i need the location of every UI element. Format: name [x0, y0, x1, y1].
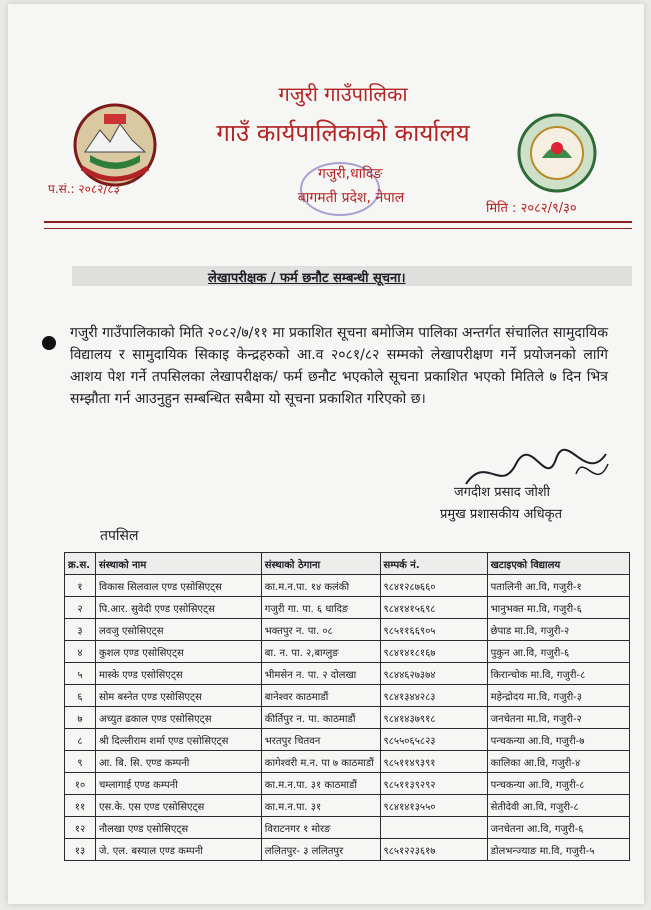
- cell-assigned-school: कालिका आ.वि, गजुरी-४: [487, 751, 629, 773]
- cell-serial: ७: [65, 707, 96, 729]
- cell-org-address: बा. न. पा. २,बाग्लुङ: [261, 641, 380, 663]
- cell-contact: [380, 817, 487, 839]
- table-row: [65, 663, 630, 685]
- header-serial: क्र.स.: [65, 553, 96, 575]
- cell-serial: ११: [65, 795, 96, 817]
- cell-assigned-school: पतालिनी आ.वि, गजुरी-१: [487, 575, 629, 597]
- office-place: गजुरी,धादिङ: [318, 166, 383, 182]
- cell-contact: ९८४१४१५६९८: [380, 597, 487, 619]
- table-caption: तपसिल: [100, 528, 139, 544]
- header-rule: [44, 221, 632, 223]
- signatory-title: प्रमुख प्रशासकीय अधिकृत: [440, 507, 563, 522]
- cell-contact: ९८५११४९३९१: [380, 751, 487, 773]
- cell-serial: ३: [65, 619, 96, 641]
- cell-org-name: अच्युत ढकाल एण्ड एसोसिएट्स: [95, 707, 261, 729]
- header-assigned-school: खटाइएको विद्यालय: [487, 553, 629, 575]
- nepal-emblem-icon: [70, 100, 160, 190]
- cell-contact: ९८५५०६५८२३: [380, 729, 487, 751]
- table-row: [65, 619, 630, 641]
- cell-serial: ६: [65, 685, 96, 707]
- cell-org-name: पि.आर. सुवेदी एण्ड एसोसिएट्स: [95, 597, 261, 619]
- auditor-table-wrapper: [64, 552, 630, 861]
- cell-contact: ९८४१३४४२८३: [380, 685, 487, 707]
- cell-assigned-school: सेतीदेवी आ.वि, गजुरी-८: [487, 795, 629, 817]
- cell-org-address: भीमसेन न. पा. २ दोलखा: [261, 663, 380, 685]
- table-row: [65, 597, 630, 619]
- office-name: गाउँ कार्यपालिकाको कार्यालय: [216, 119, 470, 147]
- cell-assigned-school: किरान्चोक मा.वि, गजुरी-८: [487, 663, 629, 685]
- cell-org-name: जे. एल. बस्याल एण्ड कम्पनी: [95, 839, 261, 861]
- cell-org-address: कीर्तिपुर न. पा. काठमाडौं: [261, 707, 380, 729]
- cell-contact: ९८५१२२३६१७: [380, 839, 487, 861]
- cell-org-address: विराटनगर १ मोरङ: [261, 817, 380, 839]
- cell-assigned-school: डोलभन्ज्याङ मा.वि, गजुरी-५: [487, 839, 629, 861]
- table-row: [65, 707, 630, 729]
- table-row: [65, 773, 630, 795]
- cell-org-address: का.म.न.पा. ३१ काठमाडौं: [261, 773, 380, 795]
- header-org-name: संस्थाको नाम: [95, 553, 261, 575]
- reference-number: प.सं.: २०८२/८३: [48, 182, 120, 196]
- municipality-name: गजुरी गाउँपालिका: [278, 82, 408, 106]
- cell-org-address: का.म.न.पा. १४ कलंकी: [261, 575, 380, 597]
- signatory-name: जगदीश प्रसाद जोशी: [454, 485, 551, 500]
- cell-org-name: सोम बस्नेत एण्ड एसोसिएट्स: [95, 685, 261, 707]
- cell-org-address: भक्तपुर न. पा. ०८: [261, 619, 380, 641]
- cell-serial: ९: [65, 751, 96, 773]
- cell-assigned-school: पन्चकन्या आ.वि, गजुरी-८: [487, 773, 629, 795]
- table-row: [65, 751, 630, 773]
- auditor-table: [64, 552, 630, 861]
- table-row: [65, 839, 630, 861]
- cell-org-address: भरतपुर चितवन: [261, 729, 380, 751]
- cell-contact: ९८५११३९२९२: [380, 773, 487, 795]
- header-rule-thin: [44, 228, 632, 229]
- cell-serial: १३: [65, 839, 96, 861]
- office-province: बागमती प्रदेश, नेपाल: [297, 190, 405, 206]
- cell-org-name: श्री दिल्लीराम शर्मा एण्ड एसोसिएट्स: [95, 729, 261, 751]
- notice-body: गजुरी गाउँपालिकाको मिति २०८२/७/११ मा प्रकाशित सूचना बमोजिम पालिका अन्तर्गत संचालित सामुदायिक विद्यालय र सामुदायिक सिकाइ केन्द्रहरुको आ.व २०८१/८२ सम्मको लेखापरीक्षण गर्ने प्रयोजनको लागि आशय पेश गर्ने तपसिलका लेखापरीक्षक/ फर्म छनौट भएकोले सूचना प्रकाशित भएको मितिले ७ दिन भित्र सम्झौता गर्न आउनुहुन सम्बन्धित सबैमा यो सूचना प्रकाशित गरिएको छ।: [70, 325, 608, 407]
- notice-subject: लेखापरीक्षक / फर्म छनौट सम्बन्धी सूचना।: [208, 271, 406, 286]
- cell-contact: ९८४४६२७३७४: [380, 663, 487, 685]
- cell-org-name: चम्लागाई एण्ड कम्पनी: [95, 773, 261, 795]
- table-row: [65, 685, 630, 707]
- cell-contact: ९८४१४१३५५०: [380, 795, 487, 817]
- cell-org-address: का.म.न.पा. ३१: [261, 795, 380, 817]
- table-row: [65, 641, 630, 663]
- cell-org-name: मास्के एण्ड एसोसिएट्स: [95, 663, 261, 685]
- cell-serial: ४: [65, 641, 96, 663]
- cell-org-name: आ. बि. सि. एण्ड कम्पनी: [95, 751, 261, 773]
- cell-serial: २: [65, 597, 96, 619]
- cell-serial: ८: [65, 729, 96, 751]
- cell-assigned-school: महेन्द्रोदय मा.वि, गजुरी-३: [487, 685, 629, 707]
- cell-assigned-school: पन्चकन्या आ.वि, गजुरी-७: [487, 729, 629, 751]
- cell-serial: १०: [65, 773, 96, 795]
- cell-org-address: कागेश्वरी म.न. पा ७ काठमाडौं: [261, 751, 380, 773]
- table-row: [65, 817, 630, 839]
- table-row: [65, 729, 630, 751]
- cell-org-address: ललितपुर- ३ ललितपुर: [261, 839, 380, 861]
- cell-org-name: कुशल एण्ड एसोसिएट्स: [95, 641, 261, 663]
- table-row: [65, 795, 630, 817]
- cell-assigned-school: पुकुन आ.वि, गजुरी-६: [487, 641, 629, 663]
- cell-contact: ९८४१४३७९१८: [380, 707, 487, 729]
- cell-assigned-school: जनचेतना मा.वि, गजुरी-२: [487, 707, 629, 729]
- cell-assigned-school: भानुभक्त मा.वि, गजुरी-६: [487, 597, 629, 619]
- municipality-logo-icon: [512, 108, 602, 198]
- punch-hole: [42, 336, 56, 350]
- cell-contact: ९८४१४१८१६७: [380, 641, 487, 663]
- cell-org-address: बानेश्वर काठमाडौं: [261, 685, 380, 707]
- cell-serial: १: [65, 575, 96, 597]
- cell-serial: ५: [65, 663, 96, 685]
- header-org-address: संस्थाको ठेगाना: [261, 553, 380, 575]
- header-contact: सम्पर्क नं.: [380, 553, 487, 575]
- cell-assigned-school: छेपाड मा.वि, गजुरी-२: [487, 619, 629, 641]
- cell-serial: १२: [65, 817, 96, 839]
- cell-org-name: नौलखा एण्ड एसोसिएट्स: [95, 817, 261, 839]
- cell-org-name: विकास सिलवाल एण्ड एसोसिएट्स: [95, 575, 261, 597]
- cell-assigned-school: जनचेतना आ.वि, गजुरी-६: [487, 817, 629, 839]
- notice-sheet: [8, 4, 644, 904]
- notice-date: मिति : २०८२/९/३०: [486, 201, 577, 216]
- cell-org-name: लवजु एसोसिएट्स: [95, 619, 261, 641]
- cell-contact: ९८४१२८७६६०: [380, 575, 487, 597]
- cell-org-name: एस.के. एस एण्ड एसोसिएट्स: [95, 795, 261, 817]
- table-header-row: [65, 553, 630, 575]
- table-row: [65, 575, 630, 597]
- cell-contact: ९८५११६६९०५: [380, 619, 487, 641]
- cell-org-address: गजुरी गा. पा. ६ धादिङ: [261, 597, 380, 619]
